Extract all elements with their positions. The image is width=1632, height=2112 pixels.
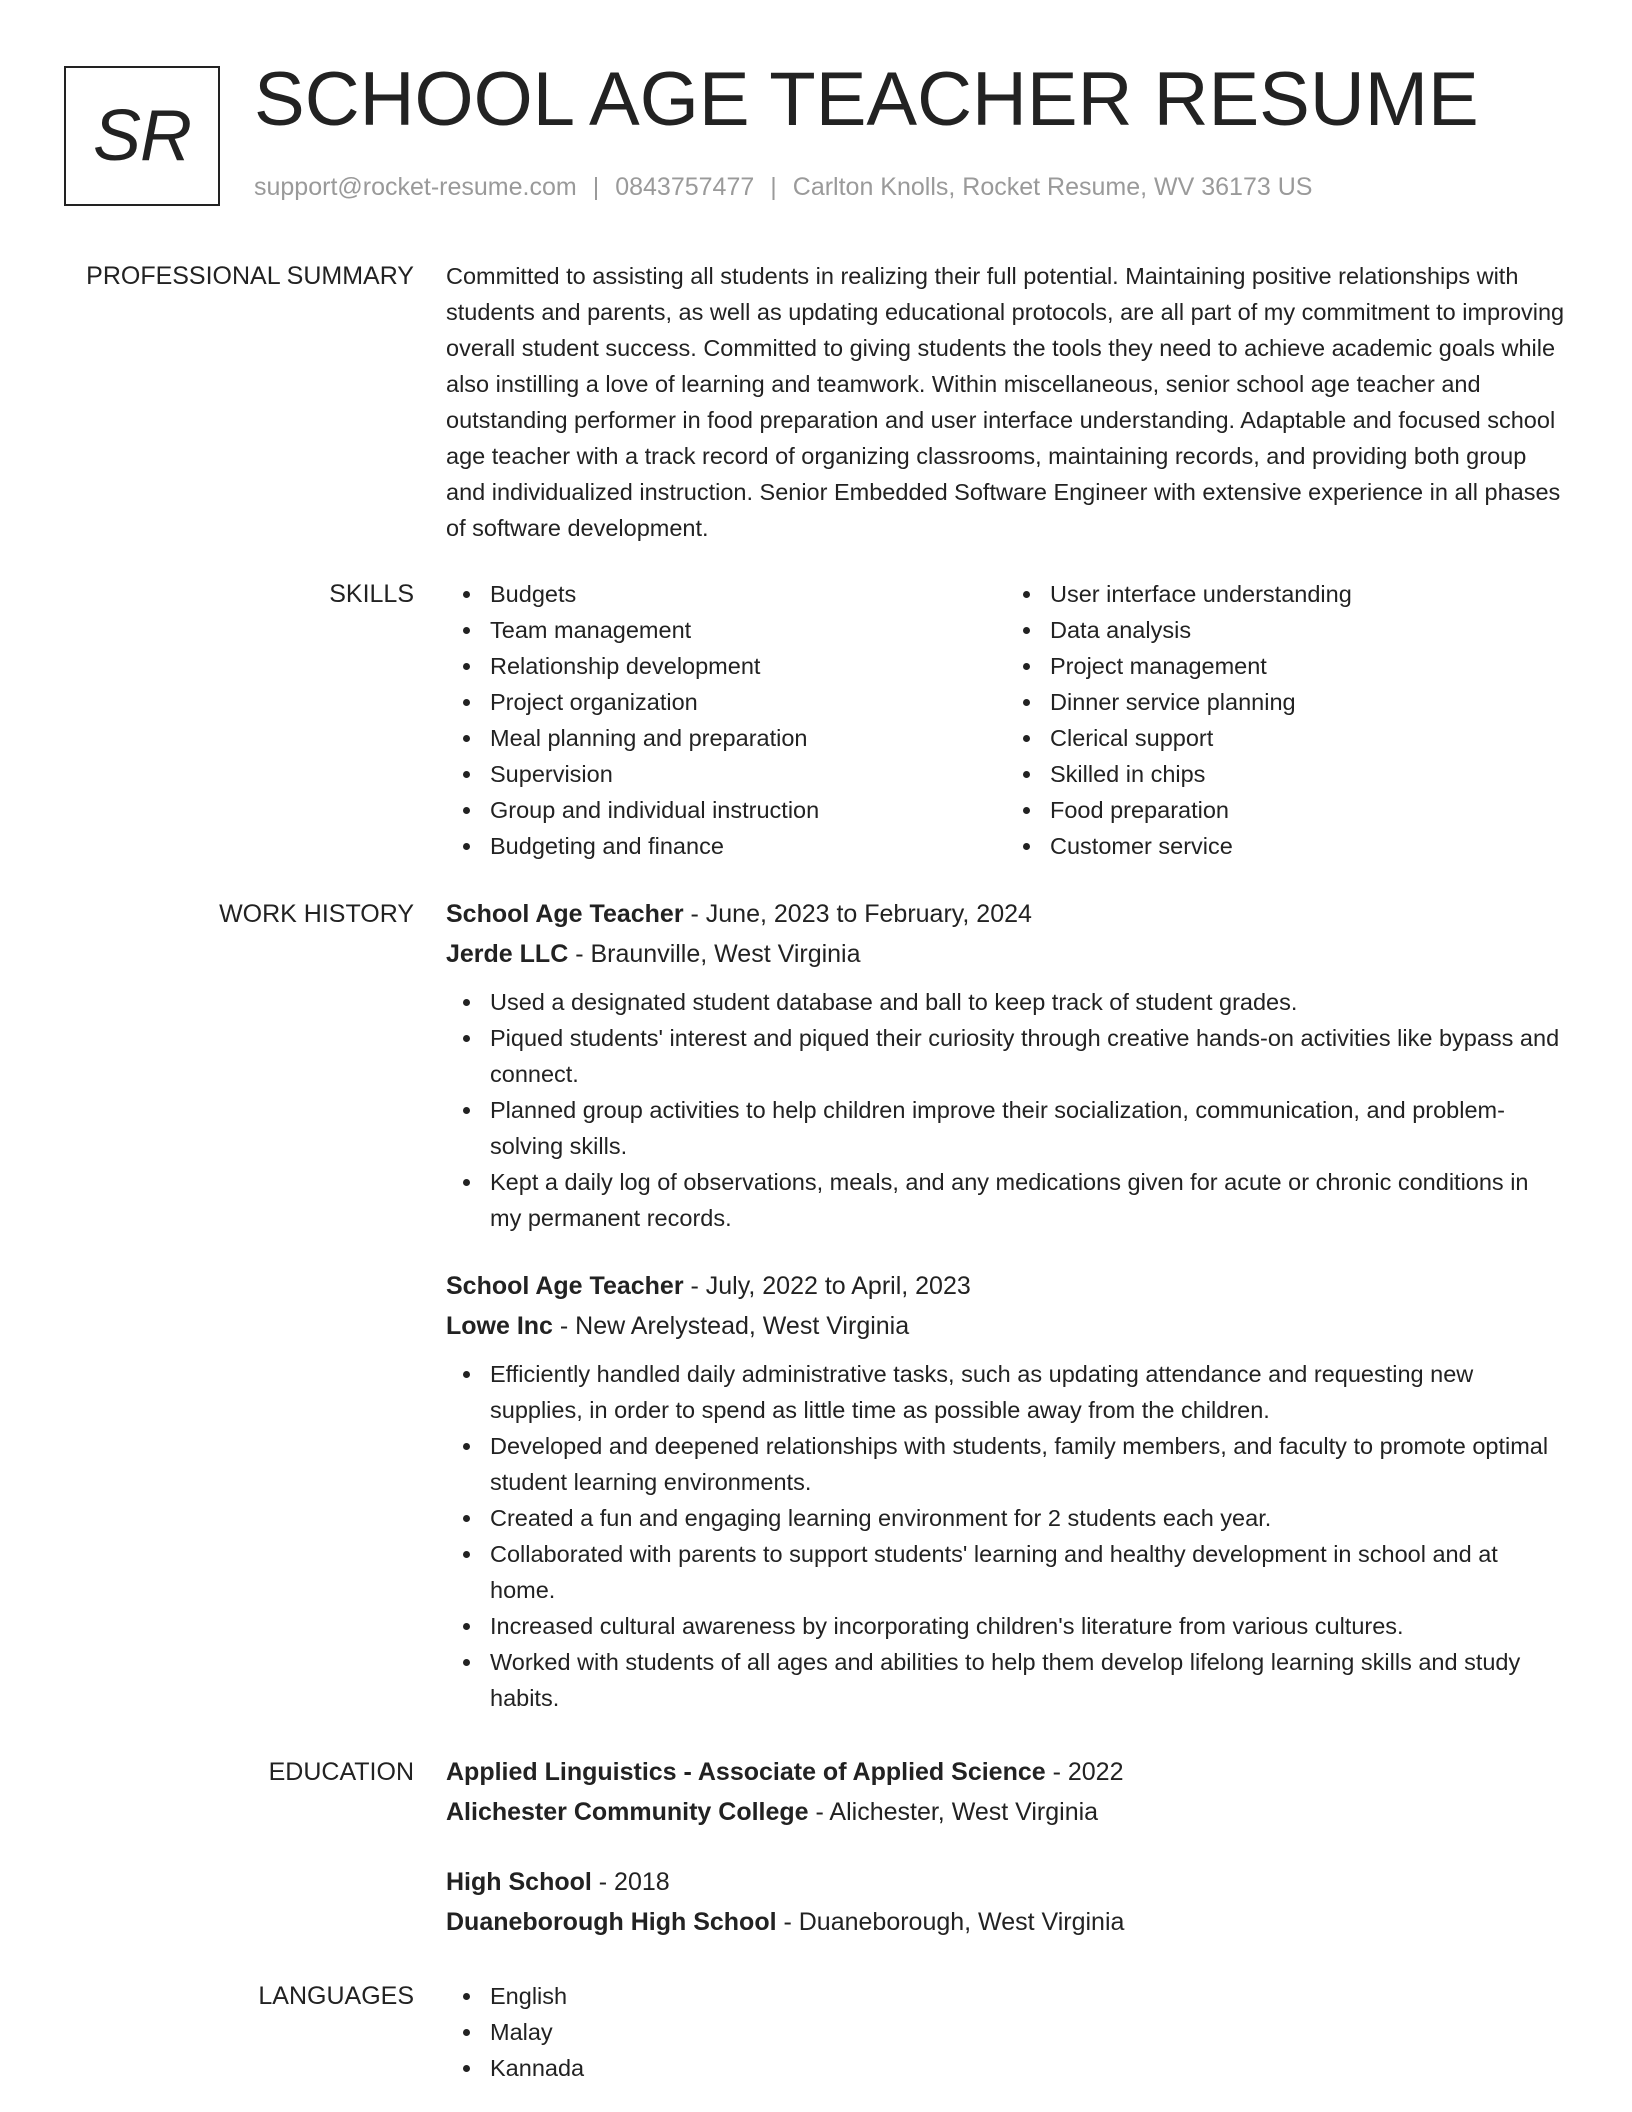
job-bullet: Created a fun and engaging learning environment for 2 students each year. [490, 1500, 1566, 1536]
section-label-skills: SKILLS [329, 580, 414, 608]
education-body [446, 1752, 1566, 1972]
education-entry [446, 1752, 1566, 1832]
contact-phone[interactable]: 0843757477 [615, 173, 755, 201]
job-bullet: Piqued students' interest and piqued their curiosity through creative hands-on activities like bypass and connect. [490, 1020, 1566, 1092]
job-location: - Braunville, West Virginia [568, 940, 861, 968]
skill-item: Team management [490, 612, 1006, 648]
job-company: Jerde LLC [446, 940, 569, 968]
job-dates: - June, 2023 to February, 2024 [683, 900, 1032, 928]
monogram-initials: SR [92, 96, 192, 176]
education-degree: Applied Linguistics - Associate of Applied Science [446, 1758, 1046, 1786]
section-label-summary: PROFESSIONAL SUMMARY [86, 262, 414, 290]
job-title: School Age Teacher [446, 900, 684, 928]
job-title-line [446, 1266, 1566, 1306]
job-bullets [446, 1356, 1566, 1716]
job-title: School Age Teacher [446, 1272, 684, 1300]
education-entry [446, 1862, 1566, 1942]
languages-list [446, 1978, 1566, 2086]
job-entry [446, 1266, 1566, 1716]
contact-separator: | [592, 173, 600, 201]
job-dates: - July, 2022 to April, 2023 [683, 1272, 971, 1300]
skill-item: Group and individual instruction [490, 792, 1006, 828]
job-location: - New Arelystead, West Virginia [552, 1312, 910, 1340]
language-item: Malay [490, 2014, 1566, 2050]
education-year: - 2018 [591, 1868, 670, 1896]
skill-item: Customer service [1050, 828, 1566, 864]
education-degree: High School [446, 1868, 592, 1896]
contact-email[interactable]: support@rocket-resume.com [254, 173, 577, 201]
education-degree-line [446, 1862, 1566, 1902]
monogram-logo [64, 66, 220, 206]
language-item: Kannada [490, 2050, 1566, 2086]
job-company-line [446, 934, 1566, 974]
summary-text: Committed to assisting all students in realizing their full potential. Maintaining positive relationships with students and parents, as well as updating educational protocols, are all part of my commitment to improving overall student success. Committed to giving students the tools they need to achieve academic goals while also instilling a love of learning and teamwork. Within miscellaneous, senior school age teacher and outstanding performer in food preparation and user interface understanding. Adaptable and focused school age teacher with a track record of organizing classrooms, maintaining records, and providing both group and individualized instruction. Senior Embedded Software Engineer with extensive experience in all phases of software development. [446, 263, 1565, 541]
skills-list-left [446, 576, 1006, 864]
job-bullets [446, 984, 1566, 1236]
skill-item: Skilled in chips [1050, 756, 1566, 792]
skill-item: Dinner service planning [1050, 684, 1566, 720]
section-label-work: WORK HISTORY [219, 900, 414, 928]
skills-body [446, 576, 1566, 864]
skills-columns [446, 576, 1566, 864]
job-bullet: Planned group activities to help children improve their socialization, communication, and problem-solving skills. [490, 1092, 1566, 1164]
education-location: - Alichester, West Virginia [808, 1798, 1099, 1826]
languages-body [446, 1978, 1566, 2086]
contact-line [254, 172, 1312, 202]
education-school: Duaneborough High School [446, 1908, 777, 1936]
education-school: Alichester Community College [446, 1798, 809, 1826]
job-bullet: Increased cultural awareness by incorporating children's literature from various cultures. [490, 1608, 1566, 1644]
skill-item: Supervision [490, 756, 1006, 792]
education-degree-line [446, 1752, 1566, 1792]
job-bullet: Collaborated with parents to support students' learning and healthy development in school and at home. [490, 1536, 1566, 1608]
job-company: Lowe Inc [446, 1312, 553, 1340]
skill-item: Project management [1050, 648, 1566, 684]
education-school-line [446, 1792, 1566, 1832]
resume-title: SCHOOL AGE TEACHER RESUME [254, 57, 1479, 142]
education-school-line [446, 1902, 1566, 1942]
job-bullet: Kept a daily log of observations, meals, and any medications given for acute or chronic conditions in my permanent records. [490, 1164, 1566, 1236]
contact-separator: | [770, 173, 777, 201]
work-body [446, 894, 1566, 1746]
section-label-education: EDUCATION [268, 1758, 414, 1786]
skill-item: Food preparation [1050, 792, 1566, 828]
job-bullet: Used a designated student database and ball to keep track of student grades. [490, 984, 1566, 1020]
skill-item: Clerical support [1050, 720, 1566, 756]
job-bullet: Developed and deepened relationships with students, family members, and faculty to promote optimal student learning environments. [490, 1428, 1566, 1500]
skill-item: User interface understanding [1050, 576, 1566, 612]
skill-item: Data analysis [1050, 612, 1566, 648]
job-company-line [446, 1306, 1566, 1346]
language-item: English [490, 1978, 1566, 2014]
job-bullet: Efficiently handled daily administrative tasks, such as updating attendance and requesting new supplies, in order to spend as little time as possible away from the children. [490, 1356, 1566, 1428]
job-title-line [446, 894, 1566, 934]
skill-item: Budgeting and finance [490, 828, 1006, 864]
job-bullet: Worked with students of all ages and abilities to help them develop lifelong learning skills and study habits. [490, 1644, 1566, 1716]
skills-list-right [1006, 576, 1566, 864]
skill-item: Relationship development [490, 648, 1006, 684]
summary-body [446, 258, 1566, 546]
skill-item: Project organization [490, 684, 1006, 720]
skill-item: Meal planning and preparation [490, 720, 1006, 756]
education-year: - 2022 [1045, 1758, 1124, 1786]
skill-item: Budgets [490, 576, 1006, 612]
job-entry [446, 894, 1566, 1236]
contact-address: Carlton Knolls, Rocket Resume, WV 36173 US [792, 173, 1313, 201]
education-location: - Duaneborough, West Virginia [776, 1908, 1125, 1936]
section-label-languages: LANGUAGES [258, 1982, 414, 2010]
